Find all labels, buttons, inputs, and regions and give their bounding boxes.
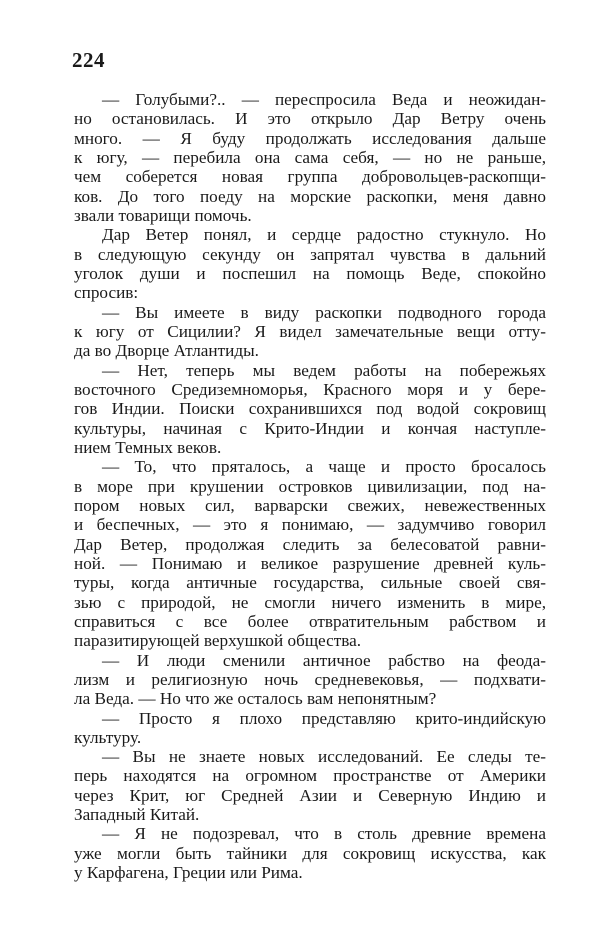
text-line: гов Индии. Поиски сохранившихся под водой сокровищ xyxy=(74,399,546,419)
text-line: но остановилась. И это открыло Дар Ветру очень xyxy=(74,109,546,129)
text-line: — Голубыми?.. — переспросила Веда и неожидан- xyxy=(102,90,546,109)
text-line: пором новых сил, варварски свежих, невежественных xyxy=(74,495,546,515)
text-line: — Вы не знаете новых исследований. Ее следы те- xyxy=(102,747,546,767)
text-line: уголок души и поспешил на помощь Веде, спокойно xyxy=(74,263,546,283)
text-line: через Крит, юг Средней Азии и Северную Индию и xyxy=(74,785,546,805)
text-line: нием Темных веков. xyxy=(74,437,222,457)
paragraph xyxy=(74,824,546,882)
text-line: — Я не подозревал, что в столь древние времена xyxy=(102,824,546,844)
text-line: — То, что пряталось, а чаще и просто бросалось xyxy=(102,457,546,477)
paragraph xyxy=(74,709,546,748)
text-line: восточного Средиземноморья, Красного моря и у бере- xyxy=(74,379,546,399)
text-line: лизм и религиозную ночь средневековья, — подхвати- xyxy=(74,669,546,689)
text-line: ков. До того поеду на морские раскопки, меня давно xyxy=(74,186,546,206)
paragraph xyxy=(74,303,546,361)
text-line: Дар Ветер, продолжая следить за белесоватой равни- xyxy=(74,534,546,554)
text-line: — Вы имеете в виду раскопки подводного города xyxy=(102,302,546,322)
paragraph xyxy=(74,651,546,709)
text-line: паразитирующей верхушкой общества. xyxy=(74,631,362,651)
paragraph xyxy=(74,225,546,302)
text-line: в море при крушении островков цивилизации, под на- xyxy=(74,476,546,496)
text-line: ла Веда. — Но что же осталось вам непонятным? xyxy=(74,689,437,709)
text-line: туры, когда античные государства, сильные своей свя- xyxy=(74,573,546,593)
text-line: чем соберется новая группа добровольцев-раскопщи- xyxy=(74,167,546,187)
paragraph xyxy=(74,361,546,458)
text-line: звали товарищи помочь. xyxy=(74,205,252,225)
text-line: ной. — Понимаю и великое разрушение древней куль- xyxy=(74,553,546,573)
text-line: Дар Ветер понял, и сердце радостно стукнуло. Но xyxy=(102,225,546,245)
text-line: к югу, — перебила она сама себя, — но не раньше, xyxy=(74,147,546,167)
text-line: культуру. xyxy=(74,727,142,747)
text-line: и беспечных, — это я понимаю, — задумчиво говорил xyxy=(74,515,546,535)
text-line: у Карфагена, Греции или Рима. xyxy=(74,863,303,883)
text-line: Западный Китай. xyxy=(74,805,200,825)
paragraph xyxy=(74,90,546,225)
text-line: перь находятся на огромном пространстве от Америки xyxy=(74,766,546,786)
text-line: спросив: xyxy=(74,283,139,303)
text-line: культуры, начиная с Крито-Индии и кончая наступле- xyxy=(74,418,546,438)
text-line: — Просто я плохо представляю крито-индийскую xyxy=(102,708,546,728)
paragraph xyxy=(74,747,546,824)
text-line: справиться с все более отвратительным рабством и xyxy=(74,611,546,631)
book-text-body xyxy=(74,90,546,882)
text-line: да во Дворце Атлантиды. xyxy=(74,341,259,361)
paragraph xyxy=(74,457,546,650)
page-number: 224 xyxy=(72,48,105,72)
text-line: в следующую секунду он запрятал чувства в дальний xyxy=(74,244,546,264)
text-line: к югу от Сицилии? Я видел замечательные вещи отту- xyxy=(74,321,546,341)
text-line: — И люди сменили античное рабство на феода- xyxy=(102,650,546,670)
text-line: много. — Я буду продолжать исследования дальше xyxy=(74,128,546,148)
text-line: зью с природой, не смогли ничего изменить в мире, xyxy=(74,592,546,612)
text-line: уже могли быть тайники для сокровищ искусства, как xyxy=(74,843,546,863)
text-line: — Нет, теперь мы ведем работы на побережьях xyxy=(102,360,546,380)
